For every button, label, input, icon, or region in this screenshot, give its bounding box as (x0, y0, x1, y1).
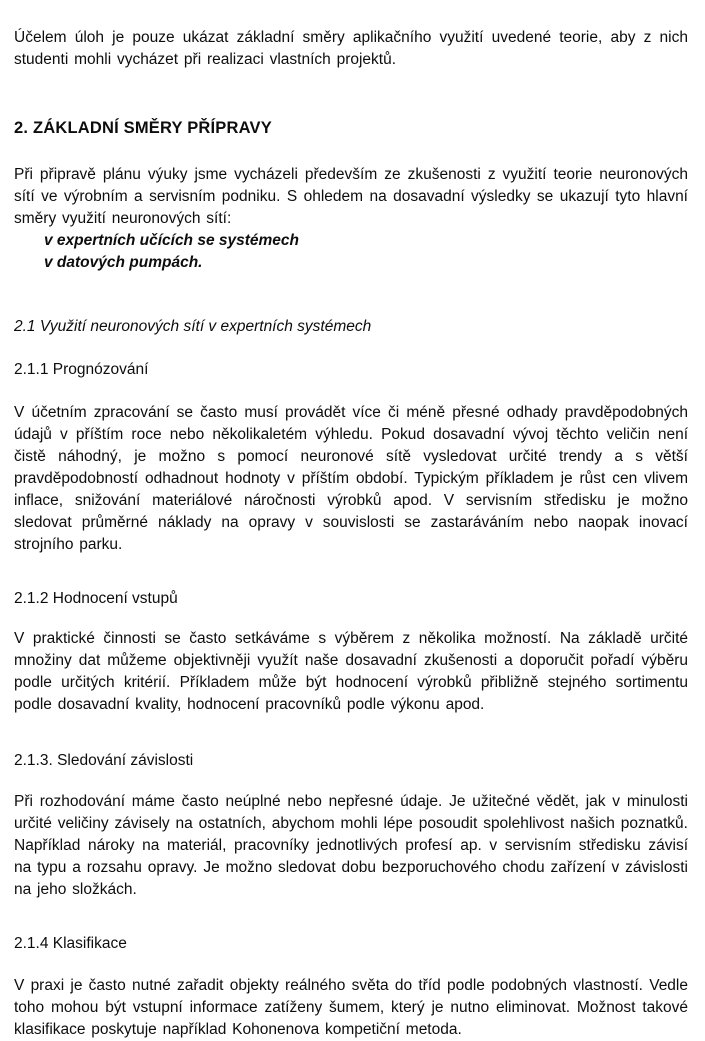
section-2-1-2-paragraph: V praktické činnosti se často setkáváme s výběrem z několika možností. Na základě určité množiny dat můžeme objektivněji využít naše dosavadní zkušenosti a doporučit pořadí výběru podle určitých kritérií. Příkladem může být hodnocení výrobků přibližně stejného sortimentu podle dosavadní kvality, hodnocení pracovníků podle výkonu apod. (14, 630, 688, 713)
section-2-1-heading: 2.1 Využití neuronových sítí v expertních systémech (14, 318, 372, 335)
section-2-1-2-heading: 2.1.2 Hodnocení vstupů (14, 590, 178, 607)
intro-paragraph: Účelem úloh je pouze ukázat základní směry aplikačního využití uvedené teorie, aby z nich studenti mohli vycházet při realizaci vlastních projektů. (14, 29, 688, 68)
application-directions-list (14, 230, 688, 274)
section-2-heading: 2. ZÁKLADNÍ SMĚRY PŘÍPRAVY (14, 119, 272, 137)
list-item-expert-systems: v expertních učících se systémech (44, 232, 300, 249)
section-2-lead-paragraph: Při připravě plánu výuky jsme vycházeli především ze zkušenosti z využití teorie neuronových sítí ve výrobním a servisním podniku. S ohledem na dosavadní výsledky se ukazují tyto hlavní směry využití neuronových sítí: (14, 166, 688, 227)
section-2-1-4-heading: 2.1.4 Klasifikace (14, 935, 127, 952)
section-2-1-3-heading: 2.1.3. Sledování závislosti (14, 752, 194, 769)
section-2-1-3-paragraph: Při rozhodování máme často neúplné nebo nepřesné údaje. Je užitečné vědět, jak v minulosti určité veličiny závisely na ostatních, abychom mohli lépe posoudit spolehlivost našich poznatků. Například nároky na materiál, pracovníky jednotlivých profesí ap. v servisním středisku závisí na typu a rozsahu opravy. Je možno sledovat dobu bezporuchového chodu zařízení v závislosti na jeho složkách. (14, 793, 688, 898)
section-2-1-1-heading: 2.1.1 Prognózování (14, 361, 149, 378)
list-item-data-pumps: v datových pumpách. (44, 254, 203, 271)
section-2-1-4-paragraph: V praxi je často nutné zařadit objekty reálného světa do tříd podle podobných vlastností. Vedle toho mohou být vstupní informace zatíženy šumem, který je nutno eliminovat. Možnost takové klasifikace poskytuje například Kohonenova kompetiční metoda. (14, 977, 688, 1038)
section-2-1-1-paragraph: V účetním zpracování se často musí provádět více či méně přesné odhady pravděpodobných údajů v příštím roce nebo několikaletém výhledu. Pokud dosavadní vývoj těchto veličin není čistě náhodný, je možno s pomocí neuronové sítě vysledovat určité trendy a s větší pravděpodobností odhadnout hodnoty v příštím období. Typickým příkladem je růst cen vlivem inflace, snižování materiálové náročnosti výrobků apod. V servisním středisku je možno sledovat průměrné náklady na opravy v souvislosti se zastaráváním nebo naopak inovací strojního parku. (14, 404, 688, 553)
